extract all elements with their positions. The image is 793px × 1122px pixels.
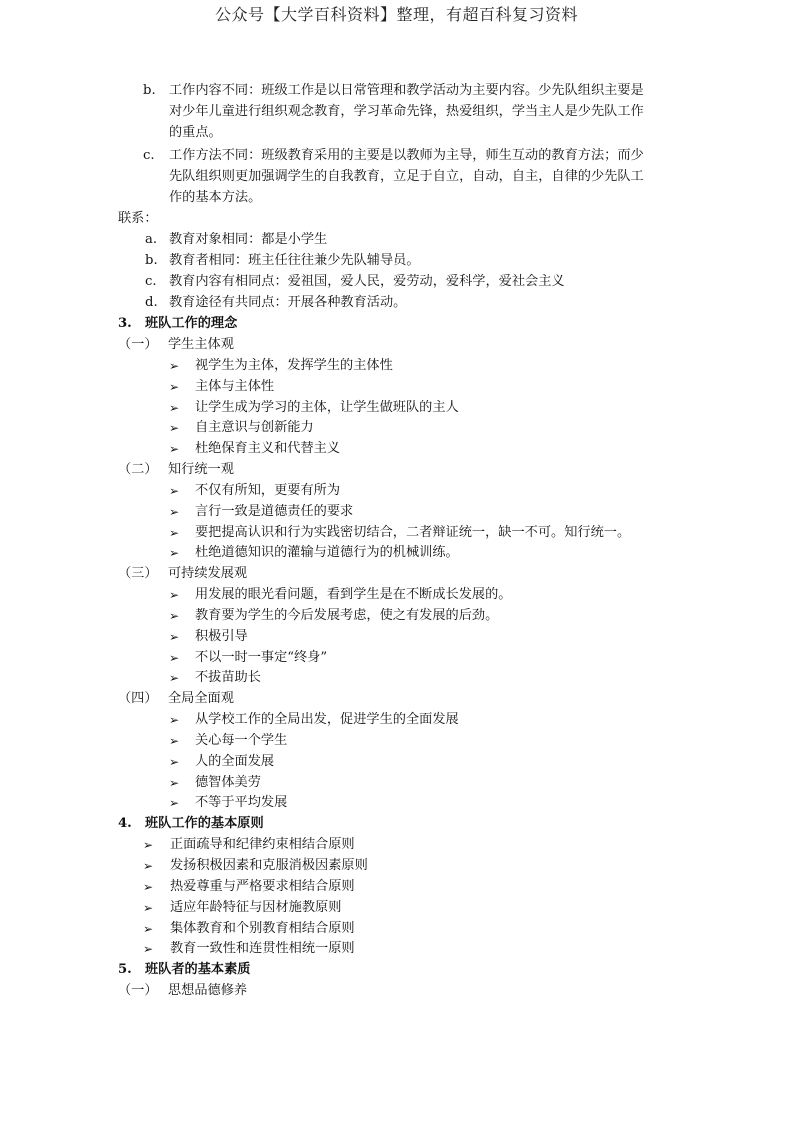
subsection-marker: （三） (118, 566, 158, 581)
list-item-text: 不仅有所知，更要有所为 (195, 483, 341, 498)
list-item-text: 积极引导 (195, 629, 248, 644)
list-item-text: 先队组织则更加强调学生的自我教育，立足于自立，自动，自主，自律的少先队工 (169, 169, 644, 184)
list-item-text: 热爱尊重与严格要求相结合原则 (170, 879, 355, 894)
arrow-bullet-icon: ➢ (169, 630, 180, 644)
subsection-title: 全局全面观 (168, 691, 234, 706)
list-item-text: 从学校工作的全局出发，促进学生的全面发展 (195, 712, 459, 727)
list-marker: d. (145, 295, 158, 310)
list-item-text: 教育者相同：班主任往往兼少先队辅导员。 (169, 253, 420, 268)
subsection-title: 思想品德修养 (168, 983, 248, 998)
page-header: 公众号【大学百科资料】整理，有超百科复习资料 (214, 5, 578, 24)
section-title: 班队者的基本素质 (145, 962, 251, 977)
arrow-bullet-icon: ➢ (169, 442, 180, 456)
arrow-bullet-icon: ➢ (143, 942, 154, 956)
arrow-bullet-icon: ➢ (169, 421, 180, 435)
list-item-text: 主体与主体性 (195, 379, 275, 394)
arrow-bullet-icon: ➢ (169, 776, 180, 790)
list-item-text: 工作方法不同：班级教育采用的主要是以教师为主导，师生互动的教育方法；而少 (169, 148, 644, 163)
list-item-text: 不拔苗助长 (195, 670, 261, 685)
list-item-text: 杜绝保育主义和代替主义 (195, 441, 341, 456)
arrow-bullet-icon: ➢ (169, 380, 180, 394)
arrow-bullet-icon: ➢ (169, 401, 180, 415)
list-item-text: 作的基本方法。 (169, 190, 262, 205)
list-item-text: 发扬积极因素和克服消极因素原则 (170, 858, 368, 873)
arrow-bullet-icon: ➢ (143, 901, 154, 915)
arrow-bullet-icon: ➢ (169, 526, 180, 540)
section-number: 5. (118, 962, 132, 977)
arrow-bullet-icon: ➢ (169, 609, 180, 623)
subsection-title: 知行统一观 (168, 462, 234, 477)
section-number: 3. (118, 316, 132, 331)
arrow-bullet-icon: ➢ (169, 484, 180, 498)
list-item-text: 德智体美劳 (195, 775, 261, 790)
list-item-text: 视学生为主体，发挥学生的主体性 (195, 358, 393, 373)
list-item-text: 言行一致是道德责任的要求 (195, 504, 354, 519)
list-item-text: 教育要为学生的今后发展考虑，使之有发展的后劲。 (195, 608, 499, 623)
list-item-text: 教育途径有共同点：开展各种教育活动。 (169, 295, 407, 310)
list-item-text: 集体教育和个别教育相结合原则 (170, 921, 355, 936)
section-title: 班队工作的基本原则 (145, 816, 264, 831)
list-item-text: 关心每一个学生 (195, 733, 288, 748)
arrow-bullet-icon: ➢ (169, 588, 180, 602)
list-item-text: 不以一时一事定“终身” (195, 650, 328, 665)
list-marker: b. (143, 83, 156, 98)
list-item-text: 教育内容有相同点：爱祖国，爱人民，爱劳动，爱科学，爱社会主义 (169, 274, 565, 289)
subsection-marker: （一） (118, 337, 158, 352)
list-item-text: 让学生成为学习的主体，让学生做班队的主人 (195, 400, 459, 415)
list-item-text: 自主意识与创新能力 (195, 420, 314, 435)
subsection-title: 可持续发展观 (168, 566, 248, 581)
arrow-bullet-icon: ➢ (143, 838, 154, 852)
list-marker: c. (145, 274, 157, 289)
list-item-text: 用发展的眼光看问题，看到学生是在不断成长发展的。 (195, 587, 512, 602)
arrow-bullet-icon: ➢ (169, 755, 180, 769)
arrow-bullet-icon: ➢ (169, 651, 180, 665)
arrow-bullet-icon: ➢ (169, 713, 180, 727)
subsection-title: 学生主体观 (168, 337, 234, 352)
arrow-bullet-icon: ➢ (143, 922, 154, 936)
list-item-text: 要把提高认识和行为实践密切结合，二者辩证统一，缺一不可。知行统一。 (195, 525, 631, 540)
list-item-text: 正面疏导和纪律约束相结合原则 (170, 837, 355, 852)
subsection-marker: （一） (118, 983, 158, 998)
list-item-text: 教育对象相同：都是小学生 (169, 232, 328, 247)
list-item-text: 不等于平均发展 (195, 795, 288, 810)
arrow-bullet-icon: ➢ (169, 359, 180, 373)
arrow-bullet-icon: ➢ (169, 505, 180, 519)
list-item-text: 教育一致性和连贯性相统一原则 (170, 941, 355, 956)
list-marker: b. (145, 253, 158, 268)
section-title: 班队工作的理念 (145, 316, 238, 331)
list-item-text: 杜绝道德知识的灌输与道德行为的机械训练。 (195, 545, 459, 560)
list-item-text: 人的全面发展 (195, 754, 275, 769)
list-item-text: 工作内容不同：班级工作是以日常管理和教学活动为主要内容。少先队组织主要是 (169, 83, 644, 98)
list-marker: c. (143, 148, 155, 163)
arrow-bullet-icon: ➢ (169, 671, 180, 685)
subsection-marker: （二） (118, 462, 158, 477)
section-number: 4. (118, 816, 132, 831)
arrow-bullet-icon: ➢ (143, 880, 154, 894)
arrow-bullet-icon: ➢ (169, 734, 180, 748)
contact-label: 联系： (118, 211, 158, 226)
arrow-bullet-icon: ➢ (143, 859, 154, 873)
arrow-bullet-icon: ➢ (169, 546, 180, 560)
list-item-text: 的重点。 (169, 125, 222, 140)
list-item-text: 适应年龄特征与因材施教原则 (170, 900, 342, 915)
list-item-text: 对少年儿童进行组织观念教育，学习革命先锋，热爱组织，学当主人是少先队工作 (169, 104, 644, 119)
list-marker: a. (145, 232, 158, 247)
arrow-bullet-icon: ➢ (169, 796, 180, 810)
subsection-marker: （四） (118, 691, 158, 706)
